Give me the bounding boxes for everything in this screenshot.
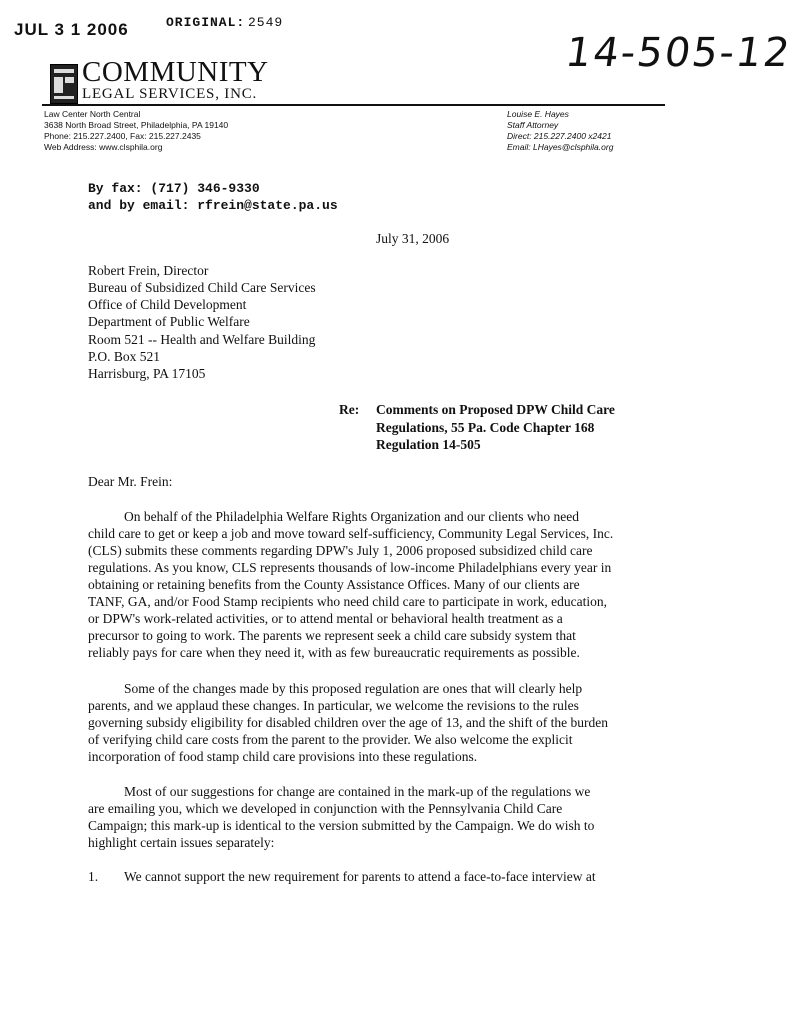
cls-logo-icon: [50, 64, 78, 104]
staff-email: Email: LHayes@clsphila.org: [507, 142, 614, 152]
recipient-line: Harrisburg, PA 17105: [88, 366, 206, 381]
original-number: 2549: [248, 15, 284, 30]
recipient-line: Office of Child Development: [88, 297, 247, 312]
body-line: or DPW's work-related activities, or to attend mental or behavioral health treatment as a: [88, 611, 563, 626]
body-line: obtaining or retaining benefits from the County Assistance Offices. Many of our clients are: [88, 577, 580, 592]
office-phone: Phone: 215.227.2400, Fax: 215.227.2435: [44, 131, 201, 141]
delivery-email: and by email: rfrein@state.pa.us: [88, 198, 338, 213]
delivery-fax: By fax: (717) 346-9330: [88, 181, 260, 196]
body-line: regulations. As you know, CLS represents thousands of low-income Philadelphians every year in: [88, 560, 612, 575]
body-line: are emailing you, which we developed in conjunction with the Pennsylvania Child Care: [88, 801, 563, 816]
received-date-stamp: JUL 3 1 2006: [14, 20, 129, 39]
org-subname: LEGAL SERVICES, INC.: [82, 86, 258, 102]
body-line: reliably pays for care when they need it, with as few bureaucratic requirements as possible.: [88, 645, 580, 660]
recipient-line: Room 521 -- Health and Welfare Building: [88, 332, 316, 347]
re-label: Re:: [339, 402, 360, 417]
org-name: COMMUNITY: [82, 56, 269, 88]
body-line: child care to get or keep a job and move toward self-sufficiency, Community Legal Services, Inc.: [88, 526, 614, 541]
staff-title: Staff Attorney: [507, 120, 559, 130]
body-line: highlight certain issues separately:: [88, 835, 275, 850]
header-divider: [42, 104, 665, 106]
re-line: Regulations, 55 Pa. Code Chapter 168: [376, 420, 595, 435]
body-line: precursor to going to work. The parents we represent seek a child care subsidy system that: [88, 628, 576, 643]
body-line: incorporation of food stamp child care provisions into these regulations.: [88, 749, 478, 764]
body-line: (CLS) submits these comments regarding DPW's July 1, 2006 proposed subsidized child care: [88, 543, 593, 558]
body-line: Some of the changes made by this proposed regulation are ones that will clearly help: [124, 681, 583, 696]
body-line: Most of our suggestions for change are contained in the mark-up of the regulations we: [124, 784, 591, 799]
handwritten-regulation-number: 14-505-12: [562, 30, 794, 76]
salutation: Dear Mr. Frein:: [88, 474, 173, 489]
letter-date: July 31, 2006: [376, 231, 450, 246]
staff-direct: Direct: 215.227.2400 x2421: [507, 131, 612, 141]
original-label: ORIGINAL:: [166, 15, 246, 30]
body-line: governing subsidy eligibility for disabled children over the age of 13, and the shift of the burden: [88, 715, 609, 730]
office-street: 3638 North Broad Street, Philadelphia, PA 19140: [44, 120, 229, 130]
body-line: On behalf of the Philadelphia Welfare Rights Organization and our clients who need: [124, 509, 580, 524]
office-web: Web Address: www.clsphila.org: [44, 142, 163, 152]
body-line: Campaign; this mark-up is identical to the version submitted by the Campaign. We do wish to: [88, 818, 595, 833]
re-line: Comments on Proposed DPW Child Care: [376, 402, 615, 417]
recipient-line: P.O. Box 521: [88, 349, 161, 364]
list-number: 1.: [88, 869, 99, 884]
office-name: Law Center North Central: [44, 109, 141, 119]
body-line: of verifying child care costs from the parent to the provider. We also welcome the explicit: [88, 732, 573, 747]
body-line: parents, and we applaud these changes. In particular, we welcome the revisions to the rules: [88, 698, 579, 713]
recipient-line: Robert Frein, Director: [88, 263, 209, 278]
list-item-text: We cannot support the new requirement for parents to attend a face-to-face interview at: [124, 869, 596, 884]
re-line: Regulation 14-505: [376, 437, 481, 452]
staff-name: Louise E. Hayes: [507, 109, 569, 119]
body-line: TANF, GA, and/or Food Stamp recipients who need child care to participate in work, education,: [88, 594, 607, 609]
recipient-line: Department of Public Welfare: [88, 314, 250, 329]
recipient-line: Bureau of Subsidized Child Care Services: [88, 280, 316, 295]
